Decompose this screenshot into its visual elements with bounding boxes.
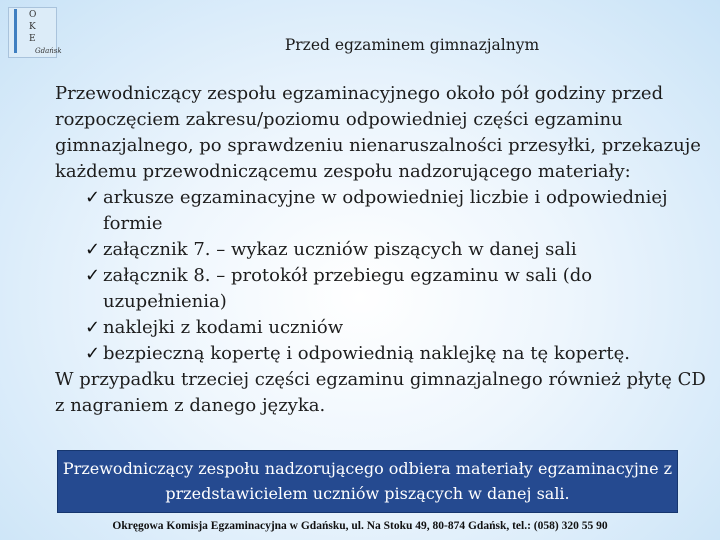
list-item-text: naklejki z kodami uczniów bbox=[103, 317, 344, 338]
intro-paragraph: Przewodniczący zespołu egzaminacyjnego około pół godziny przed rozpoczęciem zakresu/poziomu odpowiedniej części egzaminu gimnazjalnego, po sprawdzeniu nienaruszalności przesyłki, przekazuje każdemu przewodniczącemu zespołu nadzorującego materiały: bbox=[55, 83, 701, 182]
list-item bbox=[55, 185, 715, 237]
materials-list bbox=[55, 185, 715, 367]
highlight-text: Przewodniczący zespołu nadzorującego odbiera materiały egzaminacyjne z przedstawicielem uczniów piszących w danej sali. bbox=[62, 459, 673, 503]
main-content bbox=[55, 81, 715, 419]
footer-address: Okręgowa Komisja Egzaminacyjna w Gdańsku, ul. Na Stoku 49, 80-874 Gdańsk, tel.: (058) 320 55 90 bbox=[112, 520, 608, 532]
outro-paragraph: W przypadku trzeciej części egzaminu gimnazjalnego również płytę CD z nagraniem z danego języka. bbox=[55, 369, 706, 416]
list-item-text: bezpieczną kopertę i odpowiednią naklejkę na tę kopertę. bbox=[103, 343, 630, 364]
checkmark-icon: ✓ bbox=[85, 343, 101, 364]
checkmark-icon: ✓ bbox=[85, 265, 101, 286]
logo-letter-k: K bbox=[29, 22, 36, 32]
list-item bbox=[55, 341, 715, 367]
logo-city: Gdańsk bbox=[35, 47, 62, 55]
list-item bbox=[55, 263, 715, 315]
checkmark-icon: ✓ bbox=[85, 239, 101, 260]
list-item-text: arkusze egzaminacyjne w odpowiedniej liczbie i odpowiedniej formie bbox=[103, 187, 668, 234]
logo-letter-o: O bbox=[29, 10, 37, 20]
highlight-box bbox=[57, 450, 678, 513]
list-item-text: załącznik 7. – wykaz uczniów piszących w danej sali bbox=[103, 239, 577, 260]
checkmark-icon: ✓ bbox=[85, 317, 101, 338]
checkmark-icon: ✓ bbox=[85, 187, 101, 208]
list-item bbox=[55, 315, 715, 341]
list-item-text: załącznik 8. – protokół przebiegu egzaminu w sali (do uzupełnienia) bbox=[103, 265, 593, 312]
logo-letter-e: E bbox=[29, 34, 36, 44]
page-title: Przed egzaminem gimnazjalnym bbox=[284, 36, 540, 54]
list-item bbox=[55, 237, 715, 263]
